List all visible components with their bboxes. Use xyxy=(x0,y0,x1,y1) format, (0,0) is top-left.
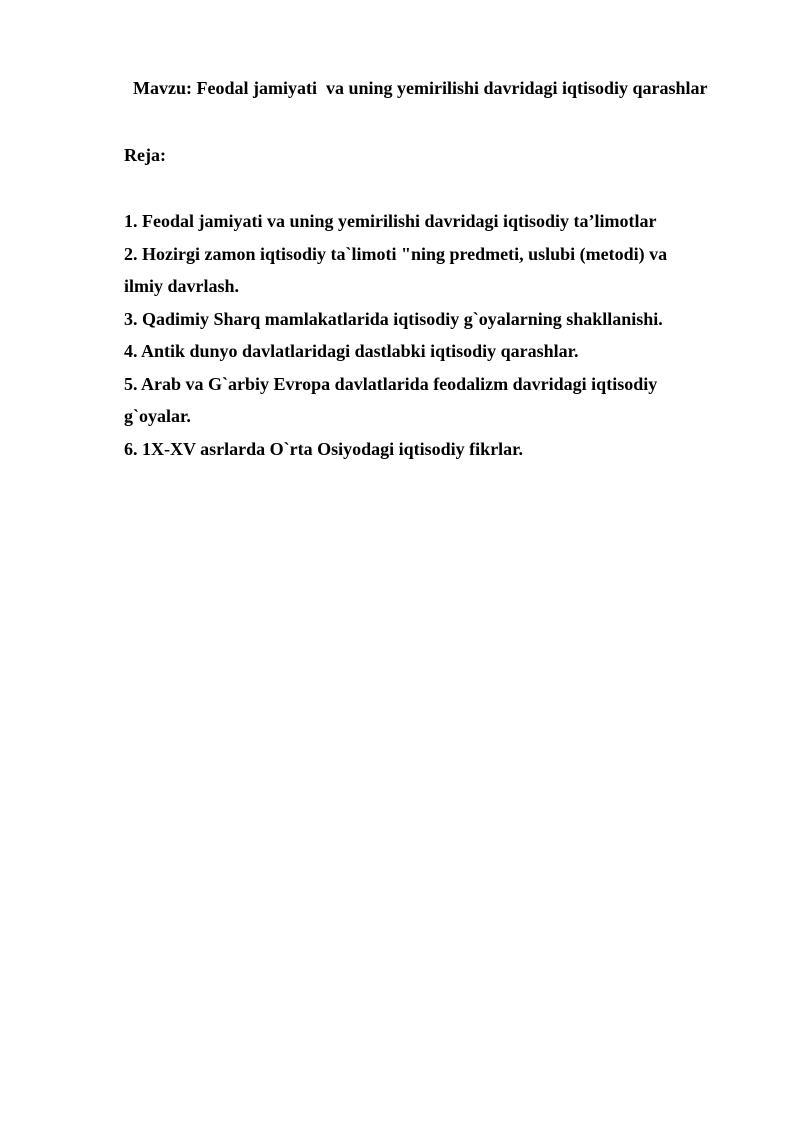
plan-item: 3. Qadimiy Sharq mamlakatlarida iqtisodiy g`oyalarning shakllanishi. xyxy=(124,308,663,329)
plan-item: ilmiy davrlash. xyxy=(124,276,240,296)
plan-item: 5. Arab va G`arbiy Evropa davlatlarida feodalizm davridagi iqtisodiy xyxy=(124,373,658,394)
plan-item: 2. Hozirgi zamon iqtisodiy ta`limoti "ning predmeti, uslubi (metodi) va xyxy=(124,243,668,264)
document-title: Mavzu: Feodal jamiyati va uning yemirilishi davridagi iqtisodiy qarashlar xyxy=(133,78,708,98)
plan-list xyxy=(124,205,724,465)
plan-heading: Reja: xyxy=(124,145,166,165)
plan-item: 1. Feodal jamiyati va uning yemirilishi davridagi iqtisodiy ta’limotlar xyxy=(124,211,657,231)
plan-item: g`oyalar. xyxy=(124,406,191,426)
plan-item: 4. Antik dunyo davlatlaridagi dastlabki iqtisodiy qarashlar. xyxy=(124,341,579,361)
plan-item: 6. 1X-XV asrlarda O`rta Osiyodagi iqtisodiy fikrlar. xyxy=(124,438,524,459)
